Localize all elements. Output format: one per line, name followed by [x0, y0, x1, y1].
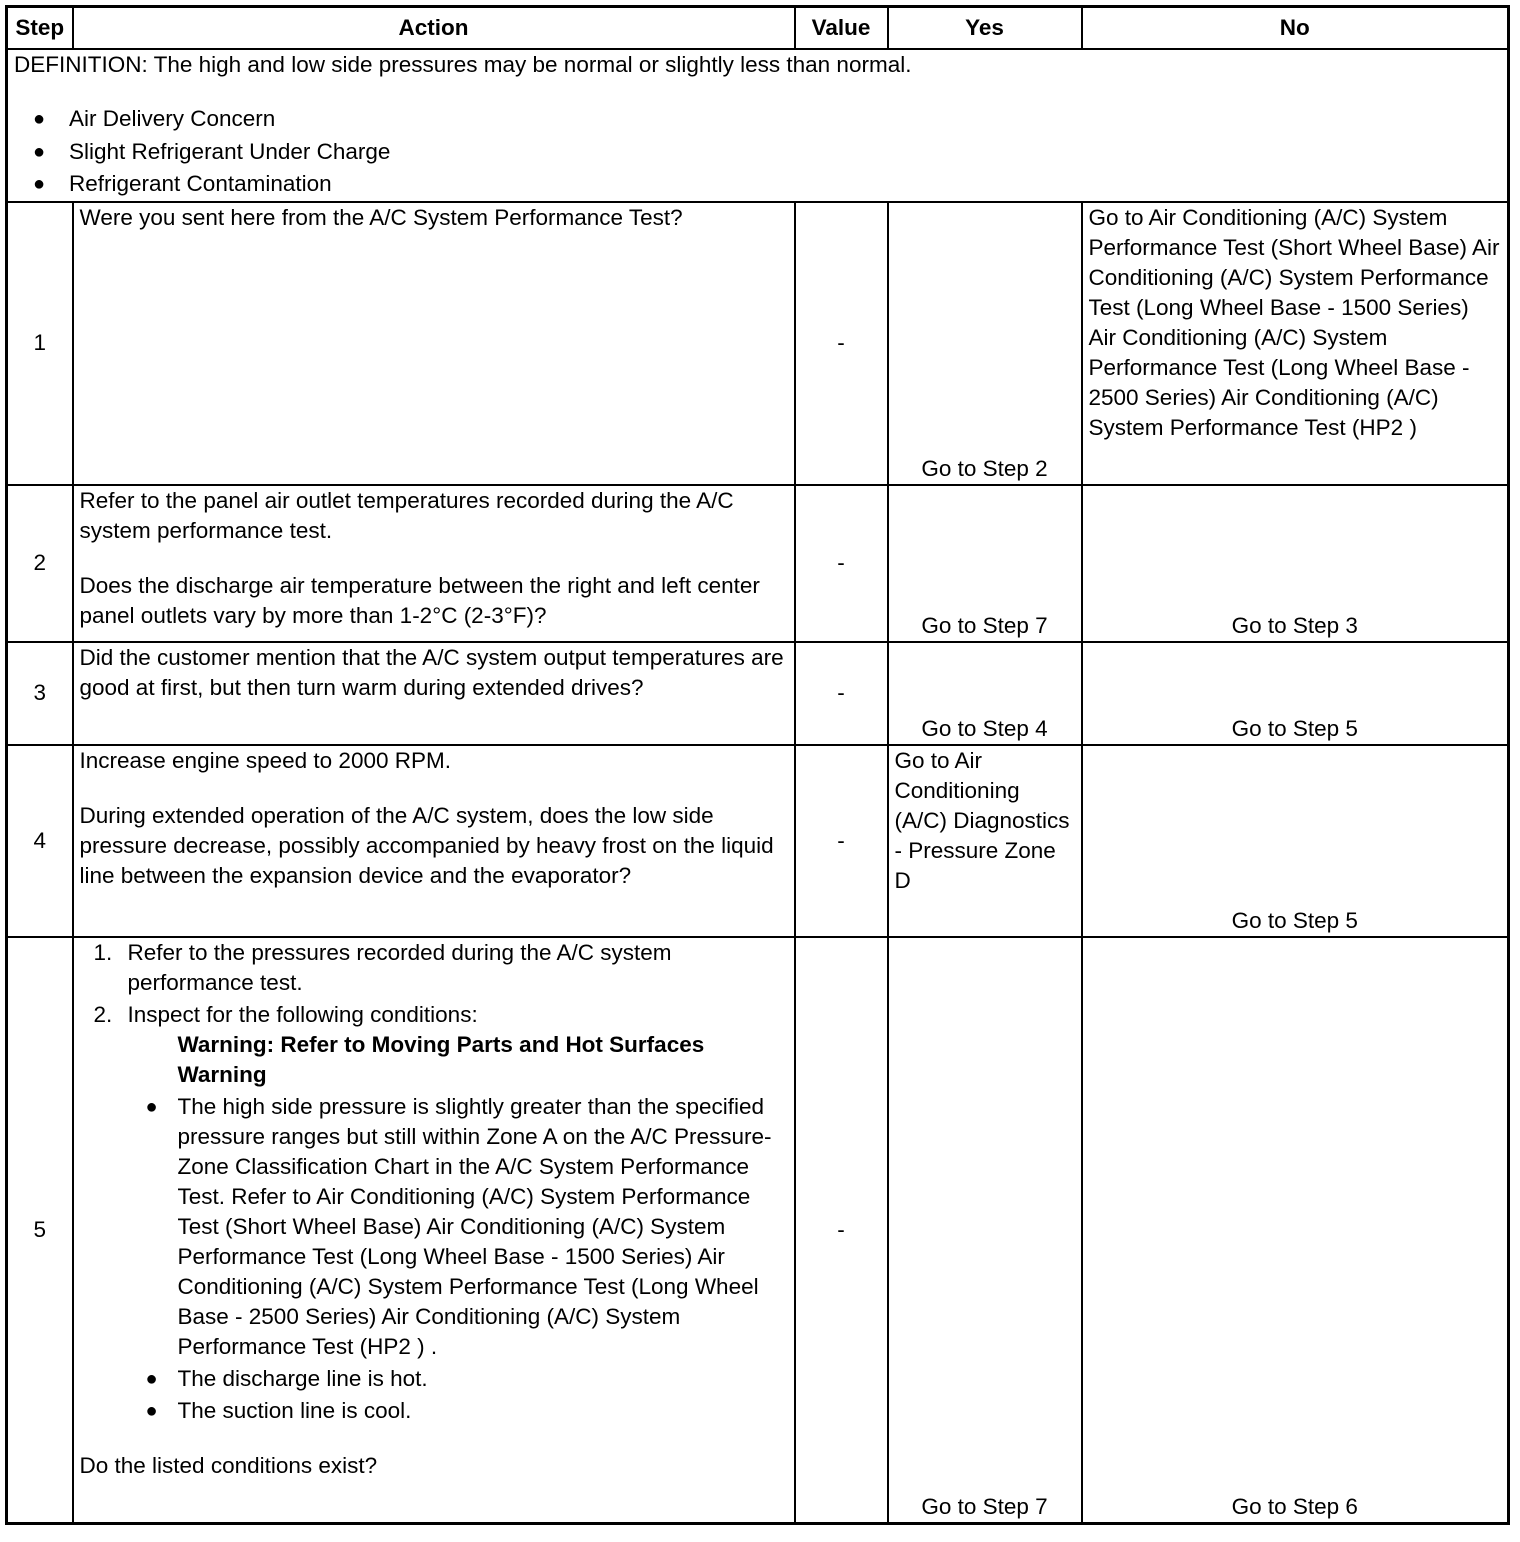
- step-value: -: [795, 485, 888, 642]
- yes-link[interactable]: Go to Air Conditioning (A/C) Diagnostics - Pressure Zone D: [894, 747, 1070, 893]
- condition-list: [178, 1092, 788, 1426]
- step-row-2: [7, 485, 1509, 642]
- step-value: -: [795, 642, 888, 745]
- action-text: Were you sent here from the A/C System Performance Test?: [79, 204, 683, 230]
- header-value: Value: [795, 7, 888, 50]
- step-number: 4: [7, 745, 73, 937]
- definition-bullet: ● Refrigerant Contamination: [14, 168, 1501, 201]
- substep-text: Inspect for the following conditions:: [127, 1001, 478, 1027]
- substep-text: Refer to the pressures recorded during the A/C system performance test.: [127, 939, 672, 995]
- substep-item: [93, 938, 788, 998]
- step-value: -: [795, 745, 888, 937]
- warning-text[interactable]: Warning: Refer to Moving Parts and Hot Surfaces Warning: [177, 1031, 705, 1087]
- step-row-1: [7, 202, 1509, 485]
- yes-link[interactable]: Go to Step 7: [921, 612, 1048, 638]
- action-question: During extended operation of the A/C system, does the low side pressure decrease, possibly accompanied by heavy frost on the liquid line between the expansion device and the evaporator?: [79, 802, 774, 888]
- action-text: Did the customer mention that the A/C system output temperatures are good at first, but then turn warm during extended drives?: [79, 644, 784, 700]
- yes-cell: [888, 642, 1082, 745]
- step-action: [73, 937, 795, 1524]
- definition-bullet-list: [14, 103, 1501, 201]
- step-row-4: [7, 745, 1509, 937]
- substep-number: 2.: [93, 1001, 113, 1027]
- substep-list: [80, 938, 788, 1426]
- definition-text: DEFINITION: The high and low side pressures may be normal or slightly less than normal.: [14, 52, 912, 77]
- step-value: -: [795, 937, 888, 1524]
- definition-row: [7, 49, 1509, 202]
- no-link[interactable]: Go to Step 6: [1231, 1494, 1358, 1519]
- no-link[interactable]: Go to Step 3: [1231, 612, 1358, 638]
- step-number: 1: [7, 202, 73, 485]
- no-cell: [1082, 937, 1509, 1524]
- step-action: [73, 642, 795, 745]
- action-text: Increase engine speed to 2000 RPM.: [79, 747, 451, 773]
- step-action: [73, 745, 795, 937]
- yes-cell: [888, 485, 1082, 642]
- definition-bullet: ● Air Delivery Concern: [14, 103, 1501, 136]
- definition-bullet: ● Slight Refrigerant Under Charge: [14, 136, 1501, 169]
- diagnostic-table: [5, 5, 1510, 1525]
- header-yes: Yes: [888, 7, 1082, 50]
- step-row-3: [7, 642, 1509, 745]
- header-no: No: [1082, 7, 1509, 50]
- step-action: [73, 485, 795, 642]
- step-value: -: [795, 202, 888, 485]
- yes-cell: [888, 202, 1082, 485]
- yes-link[interactable]: Go to Step 4: [921, 715, 1048, 741]
- no-link[interactable]: Go to Step 5: [1231, 907, 1358, 933]
- definition-cell: [7, 49, 1509, 202]
- substep-item: [93, 1000, 788, 1426]
- step-row-5: [7, 937, 1509, 1524]
- step-action: [73, 202, 795, 485]
- condition-item: ● The discharge line is hot.: [178, 1364, 788, 1394]
- yes-cell: [888, 745, 1082, 937]
- no-link[interactable]: Go to Air Conditioning (A/C) System Performance Test (Short Wheel Base) Air Conditioning (A/C) System Performance Test (Long Wheel Base - 1500 Series) Air Conditioning (A/C) System Performance Test (Long Wheel Base - 2500 Series) Air Conditioning (A/C) System Performance Test (HP2 ): [1088, 204, 1500, 440]
- step-number: 3: [7, 642, 73, 745]
- action-question: Does the discharge air temperature between the right and left center panel outlets vary by more than 1-2°C (2-3°F)?: [79, 572, 760, 628]
- action-text: Refer to the panel air outlet temperatures recorded during the A/C system performance test.: [79, 487, 734, 543]
- no-cell: [1082, 485, 1509, 642]
- no-cell: [1082, 745, 1509, 937]
- header-row: [7, 7, 1509, 50]
- no-link[interactable]: Go to Step 5: [1231, 715, 1358, 741]
- action-question: Do the listed conditions exist?: [79, 1452, 378, 1478]
- yes-link[interactable]: Go to Step 7: [921, 1494, 1048, 1519]
- no-cell: [1082, 642, 1509, 745]
- substep-number: 1.: [93, 939, 113, 965]
- yes-cell: [888, 937, 1082, 1524]
- no-cell: [1082, 202, 1509, 485]
- condition-item: ● The suction line is cool.: [178, 1396, 788, 1426]
- header-action: Action: [73, 7, 795, 50]
- condition-item: ● The high side pressure is slightly greater than the specified pressure ranges but still within Zone A on the A/C Pressure-Zone Classification Chart in the A/C System Performance Test. Refer to Air Conditioning (A/C) System Performance Test (Short Wheel Base) Air Conditioning (A/C) System Performance Test (Long Wheel Base - 1500 Series) Air Conditioning (A/C) System Performance Test (Long Wheel Base - 2500 Series) Air Conditioning (A/C) System Performance Test (HP2 ) .: [178, 1092, 788, 1362]
- step-number: 2: [7, 485, 73, 642]
- step-number: 5: [7, 937, 73, 1524]
- header-step: Step: [7, 7, 73, 50]
- yes-link[interactable]: Go to Step 2: [921, 455, 1048, 481]
